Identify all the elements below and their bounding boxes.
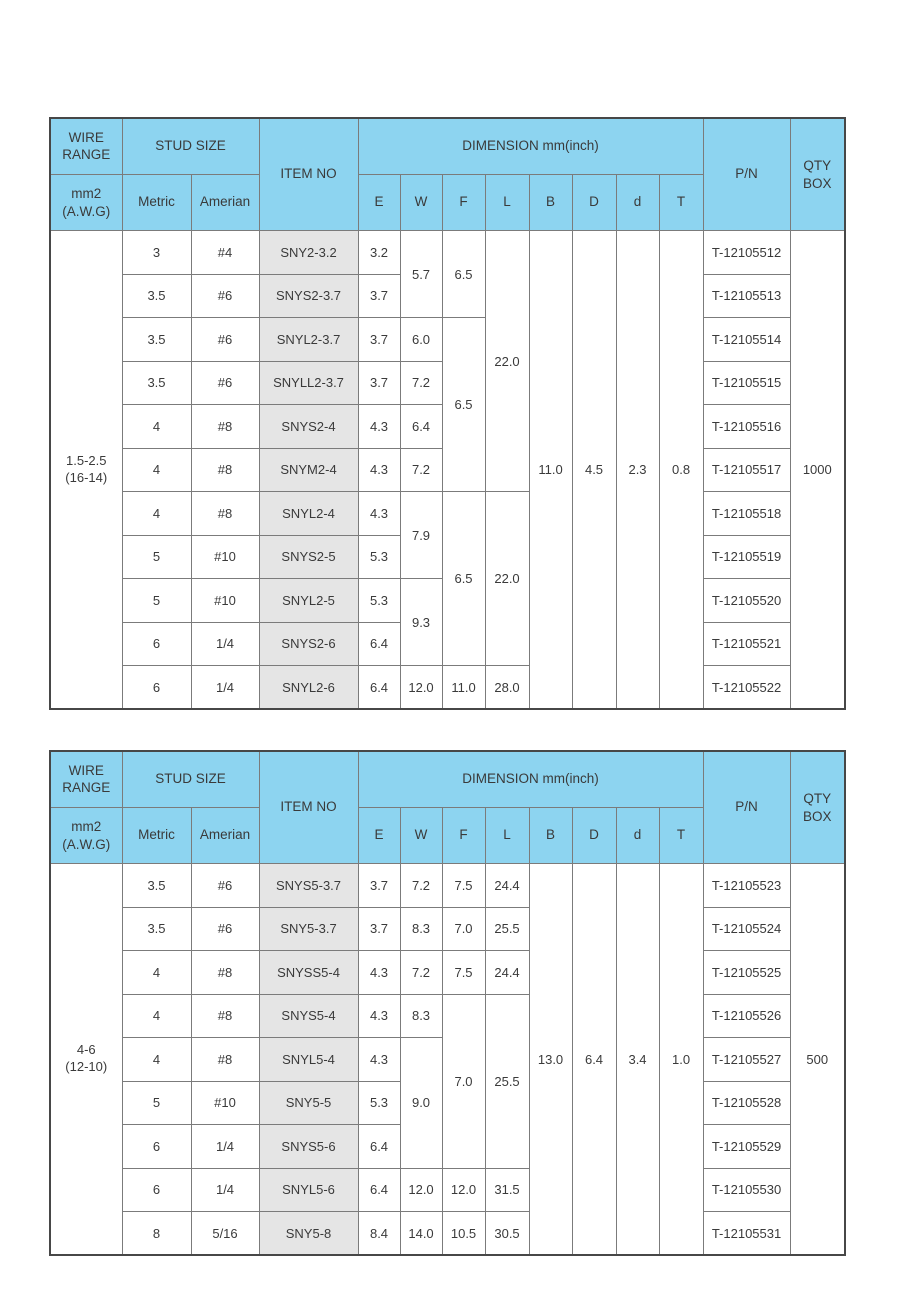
cell-pn: T-12105531 — [703, 1212, 790, 1256]
cell-american: #8 — [191, 1038, 259, 1082]
cell-dim-e: 3.7 — [358, 274, 400, 318]
cell-dim-d-lower: 2.3 — [616, 231, 659, 710]
cell-dim-d-upper: 4.5 — [572, 231, 616, 710]
header-dim-e: E — [358, 808, 400, 864]
wire-range-value: 1.5-2.5 — [66, 452, 107, 468]
cell-dim-e: 3.7 — [358, 864, 400, 908]
cell-metric: 4 — [122, 1038, 191, 1082]
cell-dim-f: 12.0 — [442, 1168, 485, 1212]
table-row — [50, 951, 845, 995]
header-dim-l: L — [485, 175, 529, 231]
cell-american: #10 — [191, 535, 259, 579]
header-pn: P/N — [703, 751, 790, 864]
header-dimension: DIMENSION mm(inch) — [358, 118, 703, 175]
cell-dim-f: 7.5 — [442, 864, 485, 908]
cell-pn: T-12105529 — [703, 1125, 790, 1169]
header-wire-unit — [50, 808, 122, 864]
header-dim-l: L — [485, 808, 529, 864]
header-dimension: DIMENSION mm(inch) — [358, 751, 703, 808]
cell-item-no: SNYM2-4 — [259, 448, 358, 492]
cell-american: 1/4 — [191, 666, 259, 710]
cell-item-no: SNYL2-3.7 — [259, 318, 358, 362]
cell-item-no: SNYL5-6 — [259, 1168, 358, 1212]
cell-dim-l: 25.5 — [485, 907, 529, 951]
cell-pn: T-12105530 — [703, 1168, 790, 1212]
cell-dim-b: 11.0 — [529, 231, 572, 710]
header-american: Amerian — [191, 808, 259, 864]
header-stud-size: STUD SIZE — [122, 118, 259, 175]
cell-american: #10 — [191, 1081, 259, 1125]
header-qty-line2: BOX — [803, 175, 832, 191]
cell-item-no: SNYSS5-4 — [259, 951, 358, 995]
cell-dim-f: 10.5 — [442, 1212, 485, 1256]
cell-dim-d-lower: 3.4 — [616, 864, 659, 1256]
header-item-no: ITEM NO — [259, 751, 358, 864]
cell-dim-e: 4.3 — [358, 492, 400, 536]
cell-dim-l: 25.5 — [485, 994, 529, 1168]
cell-dim-e: 4.3 — [358, 1038, 400, 1082]
cell-pn: T-12105518 — [703, 492, 790, 536]
cell-metric: 3.5 — [122, 361, 191, 405]
cell-dim-w: 14.0 — [400, 1212, 442, 1256]
cell-item-no: SNYL2-4 — [259, 492, 358, 536]
cell-dim-b: 13.0 — [529, 864, 572, 1256]
cell-dim-e: 6.4 — [358, 1125, 400, 1169]
header-dim-d-lower: d — [616, 175, 659, 231]
cell-dim-l: 22.0 — [485, 492, 529, 666]
header-dim-t: T — [659, 808, 703, 864]
spec-table-2 — [49, 750, 846, 1256]
cell-dim-e: 6.4 — [358, 622, 400, 666]
cell-dim-l: 31.5 — [485, 1168, 529, 1212]
cell-metric: 6 — [122, 1125, 191, 1169]
cell-metric: 5 — [122, 579, 191, 623]
cell-american: #8 — [191, 448, 259, 492]
cell-dim-t: 1.0 — [659, 864, 703, 1256]
cell-metric: 6 — [122, 622, 191, 666]
cell-dim-f: 7.0 — [442, 907, 485, 951]
header-wire-unit-line2: (A.W.G) — [62, 836, 111, 852]
cell-dim-w: 9.0 — [400, 1038, 442, 1169]
cell-dim-f: 6.5 — [442, 492, 485, 666]
cell-item-no: SNYS2-3.7 — [259, 274, 358, 318]
cell-qty: 500 — [790, 864, 845, 1256]
cell-american: #8 — [191, 994, 259, 1038]
cell-dim-f: 7.0 — [442, 994, 485, 1168]
cell-dim-e: 6.4 — [358, 666, 400, 710]
cell-american: #6 — [191, 361, 259, 405]
header-dim-b: B — [529, 175, 572, 231]
cell-american: 1/4 — [191, 1168, 259, 1212]
cell-dim-d-upper: 6.4 — [572, 864, 616, 1256]
header-item-no: ITEM NO — [259, 118, 358, 231]
cell-dim-e: 5.3 — [358, 535, 400, 579]
wire-range-awg: (16-14) — [65, 469, 108, 485]
header-wire-unit-line2: (A.W.G) — [62, 203, 111, 219]
cell-pn: T-12105516 — [703, 405, 790, 449]
cell-american: #4 — [191, 231, 259, 275]
cell-pn: T-12105525 — [703, 951, 790, 995]
cell-dim-w: 12.0 — [400, 666, 442, 710]
cell-dim-w: 7.9 — [400, 492, 442, 579]
header-dim-d-lower: d — [616, 808, 659, 864]
cell-pn: T-12105513 — [703, 274, 790, 318]
table-row — [50, 1212, 845, 1256]
cell-item-no: SNYL2-5 — [259, 579, 358, 623]
cell-pn: T-12105517 — [703, 448, 790, 492]
cell-metric: 4 — [122, 448, 191, 492]
cell-item-no: SNYLL2-3.7 — [259, 361, 358, 405]
cell-wire-range — [50, 231, 122, 710]
cell-dim-w: 9.3 — [400, 579, 442, 666]
cell-dim-e: 4.3 — [358, 448, 400, 492]
cell-item-no: SNYL2-6 — [259, 666, 358, 710]
header-wire-unit — [50, 175, 122, 231]
cell-dim-w: 8.3 — [400, 907, 442, 951]
cell-american: #6 — [191, 907, 259, 951]
cell-dim-e: 4.3 — [358, 994, 400, 1038]
header-dim-d-upper: D — [572, 175, 616, 231]
cell-american: #10 — [191, 579, 259, 623]
cell-pn: T-12105524 — [703, 907, 790, 951]
header-dim-e: E — [358, 175, 400, 231]
cell-metric: 3.5 — [122, 318, 191, 362]
cell-item-no: SNYS2-5 — [259, 535, 358, 579]
cell-dim-w: 7.2 — [400, 864, 442, 908]
header-dim-f: F — [442, 175, 485, 231]
cell-dim-f: 7.5 — [442, 951, 485, 995]
cell-item-no: SNYS5-6 — [259, 1125, 358, 1169]
cell-american: #6 — [191, 864, 259, 908]
cell-dim-w: 5.7 — [400, 231, 442, 318]
cell-metric: 3.5 — [122, 907, 191, 951]
cell-dim-l: 24.4 — [485, 864, 529, 908]
spec-table-1 — [49, 117, 846, 710]
cell-metric: 4 — [122, 994, 191, 1038]
cell-pn: T-12105528 — [703, 1081, 790, 1125]
cell-pn: T-12105512 — [703, 231, 790, 275]
cell-metric: 3 — [122, 231, 191, 275]
cell-american: #6 — [191, 274, 259, 318]
cell-metric: 4 — [122, 951, 191, 995]
cell-dim-w: 7.2 — [400, 361, 442, 405]
header-pn: P/N — [703, 118, 790, 231]
cell-item-no: SNYS5-3.7 — [259, 864, 358, 908]
cell-dim-w: 6.0 — [400, 318, 442, 362]
table-row — [50, 492, 845, 536]
header-dim-t: T — [659, 175, 703, 231]
cell-wire-range — [50, 864, 122, 1256]
cell-dim-e: 4.3 — [358, 405, 400, 449]
cell-dim-l: 28.0 — [485, 666, 529, 710]
cell-dim-t: 0.8 — [659, 231, 703, 710]
header-qty-line2: BOX — [803, 808, 832, 824]
cell-item-no: SNY5-5 — [259, 1081, 358, 1125]
cell-american: 1/4 — [191, 622, 259, 666]
cell-metric: 3.5 — [122, 274, 191, 318]
table-row — [50, 864, 845, 908]
header-wire-unit-line1: mm2 — [71, 818, 102, 834]
cell-dim-e: 3.7 — [358, 907, 400, 951]
table-row — [50, 1168, 845, 1212]
cell-dim-e: 5.3 — [358, 1081, 400, 1125]
cell-dim-f: 6.5 — [442, 318, 485, 492]
cell-metric: 6 — [122, 1168, 191, 1212]
header-metric: Metric — [122, 175, 191, 231]
cell-dim-e: 4.3 — [358, 951, 400, 995]
cell-dim-e: 3.2 — [358, 231, 400, 275]
header-metric: Metric — [122, 808, 191, 864]
cell-dim-l: 24.4 — [485, 951, 529, 995]
cell-pn: T-12105526 — [703, 994, 790, 1038]
cell-metric: 4 — [122, 405, 191, 449]
cell-pn: T-12105527 — [703, 1038, 790, 1082]
cell-item-no: SNYS5-4 — [259, 994, 358, 1038]
header-wire-range: WIRE RANGE — [50, 118, 122, 175]
table-row — [50, 907, 845, 951]
cell-pn: T-12105519 — [703, 535, 790, 579]
cell-item-no: SNYL5-4 — [259, 1038, 358, 1082]
cell-qty: 1000 — [790, 231, 845, 710]
header-wire-unit-line1: mm2 — [71, 185, 102, 201]
cell-american: #8 — [191, 405, 259, 449]
header-qty-box — [790, 751, 845, 864]
table-row — [50, 666, 845, 710]
cell-american: #8 — [191, 951, 259, 995]
cell-pn: T-12105523 — [703, 864, 790, 908]
header-dim-b: B — [529, 808, 572, 864]
cell-item-no: SNY2-3.2 — [259, 231, 358, 275]
cell-dim-e: 6.4 — [358, 1168, 400, 1212]
header-qty-line1: QTY — [803, 157, 832, 173]
table-row — [50, 994, 845, 1038]
wire-range-awg: (12-10) — [65, 1059, 108, 1074]
header-american: Amerian — [191, 175, 259, 231]
cell-metric: 5 — [122, 535, 191, 579]
cell-dim-w: 6.4 — [400, 405, 442, 449]
header-wire-range: WIRE RANGE — [50, 751, 122, 808]
header-dim-d-upper: D — [572, 808, 616, 864]
header-dim-w: W — [400, 175, 442, 231]
cell-dim-e: 3.7 — [358, 361, 400, 405]
table-row — [50, 318, 845, 362]
cell-pn: T-12105521 — [703, 622, 790, 666]
cell-pn: T-12105522 — [703, 666, 790, 710]
cell-american: #8 — [191, 492, 259, 536]
header-qty-line1: QTY — [803, 790, 832, 806]
header-qty-box — [790, 118, 845, 231]
cell-dim-l: 22.0 — [485, 231, 529, 492]
cell-item-no: SNYS2-4 — [259, 405, 358, 449]
cell-dim-f: 11.0 — [442, 666, 485, 710]
header-dim-w: W — [400, 808, 442, 864]
cell-pn: T-12105520 — [703, 579, 790, 623]
cell-dim-e: 3.7 — [358, 318, 400, 362]
cell-pn: T-12105514 — [703, 318, 790, 362]
cell-dim-w: 8.3 — [400, 994, 442, 1038]
cell-dim-l: 30.5 — [485, 1212, 529, 1256]
cell-item-no: SNYS2-6 — [259, 622, 358, 666]
header-dim-f: F — [442, 808, 485, 864]
cell-metric: 4 — [122, 492, 191, 536]
cell-dim-w: 7.2 — [400, 951, 442, 995]
cell-american: 1/4 — [191, 1125, 259, 1169]
cell-american: #6 — [191, 318, 259, 362]
cell-american: 5/16 — [191, 1212, 259, 1256]
cell-item-no: SNY5-3.7 — [259, 907, 358, 951]
cell-metric: 8 — [122, 1212, 191, 1256]
cell-item-no: SNY5-8 — [259, 1212, 358, 1256]
cell-dim-w: 12.0 — [400, 1168, 442, 1212]
cell-metric: 3.5 — [122, 864, 191, 908]
cell-pn: T-12105515 — [703, 361, 790, 405]
cell-dim-f: 6.5 — [442, 231, 485, 318]
cell-metric: 5 — [122, 1081, 191, 1125]
wire-range-value: 4-6 — [76, 1042, 96, 1058]
header-stud-size: STUD SIZE — [122, 751, 259, 808]
cell-dim-w: 7.2 — [400, 448, 442, 492]
cell-dim-e: 5.3 — [358, 579, 400, 623]
cell-metric: 6 — [122, 666, 191, 710]
table-row — [50, 231, 845, 275]
cell-dim-e: 8.4 — [358, 1212, 400, 1256]
